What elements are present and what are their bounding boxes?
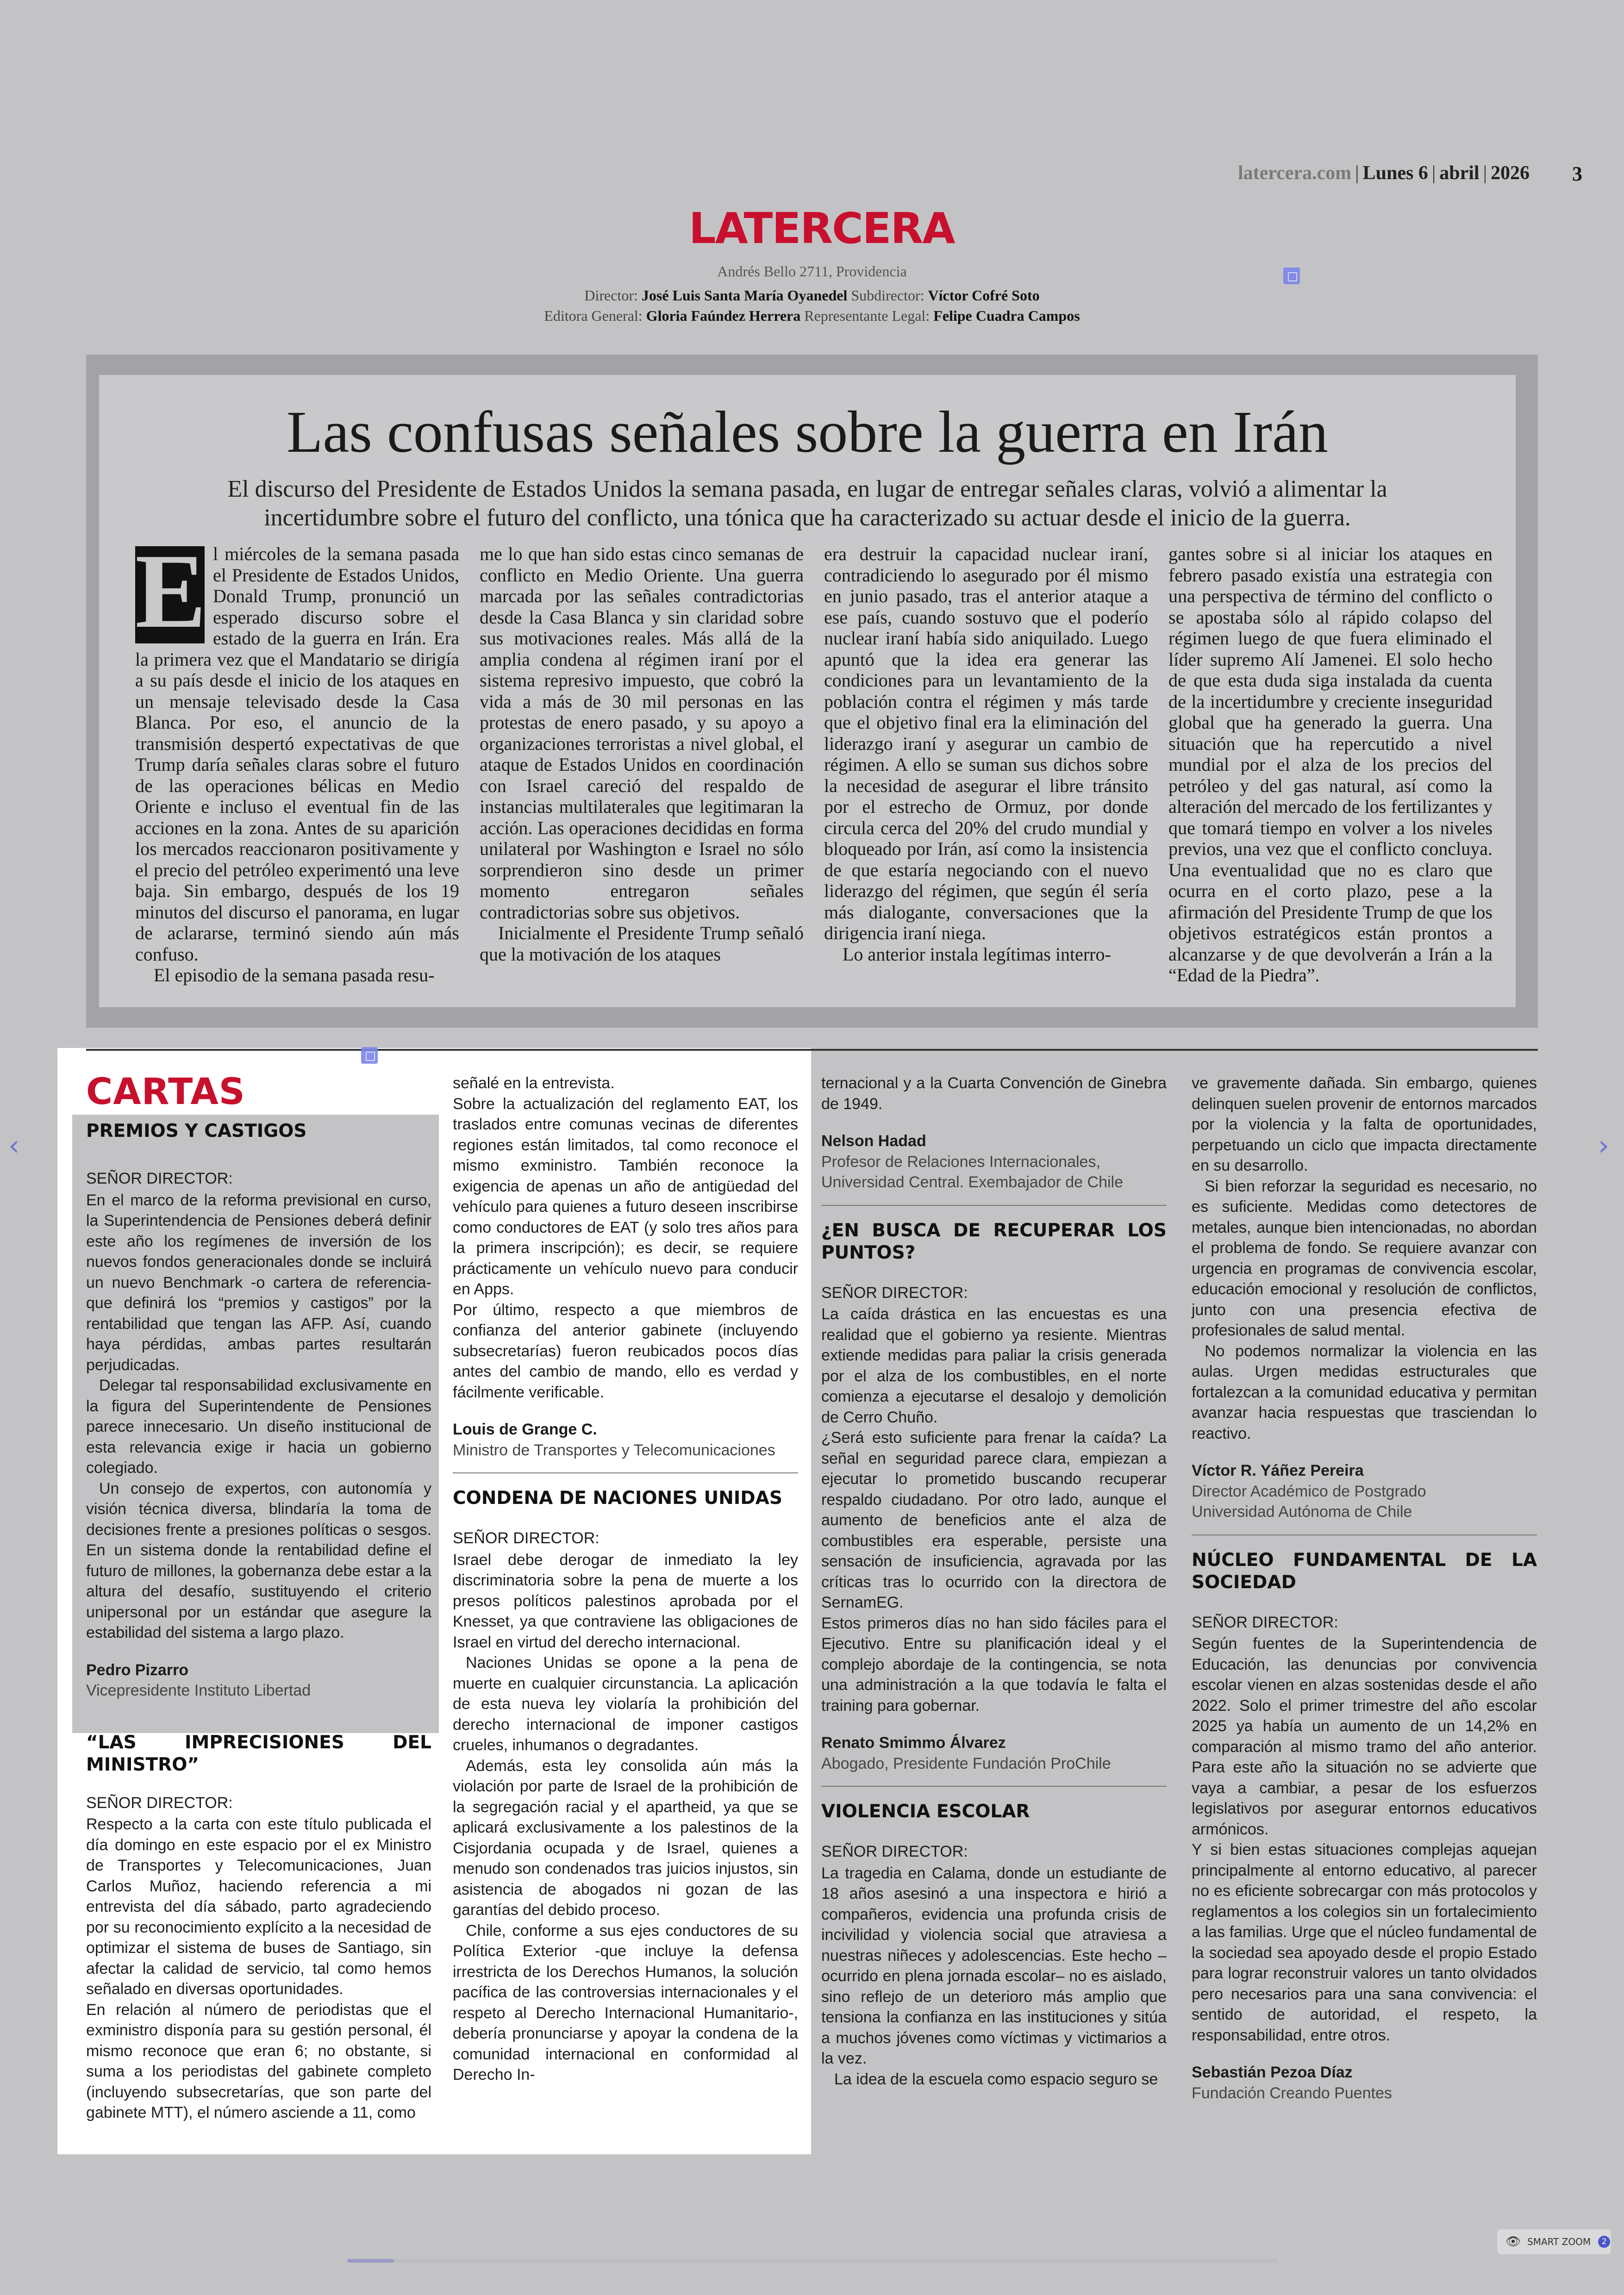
smart-zoom-label: SMART ZOOM	[1527, 2236, 1591, 2247]
letter-signature-role: Universidad Autónoma de Chile	[1192, 1503, 1412, 1521]
date-day: Lunes 6	[1362, 162, 1428, 184]
smart-zoom-button[interactable]	[1497, 2229, 1611, 2254]
page-number: 3	[1572, 162, 1582, 185]
staff-line-2	[0, 307, 1624, 324]
letter-paragraph: Israel debe derogar de inmediato la ley discriminatoria sobre la pena de muerte a los presos políticos palestinos aprobada por el Knesset, ya que contraviene las obligaciones de Israel en virtud del derecho internacional.	[453, 1551, 798, 1651]
letter-paragraph: La tragedia en Calama, donde un estudiante de 18 años asesinó a una inspectora e hirió a compañeros, evidencia una profunda crisis de incivilidad y violencia social que atraviesa a nuestras niñeces y adolescencias. Este hecho –ocurrido en plena jornada escolar– no es aislado, sino reflejo de un deterioro más amplio que tensiona la confianza en las instituciones y sitúa a muchos jóvenes como víctimas y victimarios a la vez.	[821, 1864, 1167, 2067]
address: Andrés Bello 2711, Providencia	[717, 263, 907, 280]
editorial-paragraph: me lo que han sido estas cinco semanas de conflicto en Medio Oriente. Una guerra marcada por las señales contradictorias desde la Casa Blanca y sin claridad sobre sus motivaciones reales. Más allá de la amplia condena al régimen iraní por el sistema represivo impuesto, que cobró la vida a más de 30 mil personas en las protestas de enero pasado, y su apoyo a organizaciones terroristas a nivel global, el ataque de Estados Unidos en coordinación con Israel careció del respaldo de instancias multilaterales que legitimaran la acción. Las operaciones decididas en forma unilateral por Washington e Israel no sólo sorprendieron sino desde un primer momento entregaron señales contradictorias sobre sus objetivos.	[480, 543, 804, 923]
letter-signature-role: Director Académico de Postgrado	[1192, 1482, 1426, 1500]
cartas-logo: CARTAS	[86, 1071, 245, 1113]
letter-signature: Renato Smimmo Álvarez	[821, 1734, 1006, 1752]
letter-paragraph: ¿Será esto suficiente para frenar la caída? La señal en seguridad parece clara, empiezan a ejecutar lo prometido buscando recuperar respaldo ciudadano. Por otro lado, aunque el aumento de beneficios ante el alza de combustibles era esperable, persiste una sensación de insuficiencia, agravada por las críticas tras lo ocurrido con la directora de SernamEG.	[821, 1429, 1167, 1611]
cartas-column-2	[453, 1073, 798, 2085]
letter-signature-role: Fundación Creando Puentes	[1192, 2084, 1392, 2102]
letter-salutation: SEÑOR DIRECTOR:	[821, 1843, 968, 1860]
letter-signature-role: Abogado, Presidente Fundación ProChile	[821, 1754, 1111, 1772]
letter-heading: “LAS IMPRECISIONES DEL MINISTRO”	[86, 1732, 431, 1775]
editorial-paragraph: gantes sobre si al iniciar los ataques en febrero pasado existía una estrategia con una perspectiva de término del conflicto o se apostaba sólo al rápido colapso del régimen luego de que fuera eliminado el líder supremo Alí Jamenei. El solo hecho de que esta duda siga instalada da cuenta de la incertidumbre y creciente inseguridad global que ha generado la guerra. Una situación que ha repercutido a nivel mundial por el alza de los precios del petróleo y del gas natural, así como la alteración del mercado de los fertilizantes y que tomará tiempo en volver a los niveles previos, una vez que el conflicto concluya. Una eventualidad que no es claro que ocurra en el corto plazo, pese a la afirmación del Presidente Trump de que los objetivos estratégicos están prontos a alcanzarse y de que devolverán a Irán a la “Edad de la Piedra”.	[1168, 543, 1493, 985]
letter-paragraph: En el marco de la reforma previsional en curso, la Superintendencia de Pensiones deberá definir este año los regímenes de inversión de los nuevos fondos generacionales donde se incluirá un nuevo Benchmark -o cartera de referencia- que definirá los “premios y castigos” por la rentabilidad que tengan las AFP. Así, cuando haya pérdidas, ambas partes resultarán perjudicadas.	[86, 1191, 431, 1374]
subdirector-name: Víctor Cofré Soto	[928, 287, 1040, 304]
date-month: abril	[1439, 162, 1480, 184]
date-year: 2026	[1491, 162, 1530, 184]
director-name: José Luis Santa María Oyanedel	[641, 287, 848, 304]
letter-paragraph: Respecto a la carta con este título publicada el día domingo en este espacio por el ex Ministro de Transportes y Telecomunicaciones, Juan Carlos Muñoz, haciendo referencia a mi entrevista del día sábado, parto agradeciendo por su reconocimiento explícito a la necesidad de optimizar el sistema de buses de Santiago, sin afectar la calidad de servicio, tal como hemos señalado en diversas oportunidades.	[86, 1815, 431, 1998]
letter-salutation: SEÑOR DIRECTOR:	[86, 1170, 233, 1187]
chevron-left-icon[interactable]: ‹	[8, 1129, 19, 1162]
letter-heading: VIOLENCIA ESCOLAR	[821, 1801, 1030, 1822]
letter-salutation: SEÑOR DIRECTOR:	[821, 1284, 968, 1302]
letter-heading: NÚCLEO FUNDAMENTAL DE LA SOCIEDAD	[1192, 1549, 1537, 1593]
editorial-column-3	[824, 543, 1148, 997]
letter-paragraph: En relación al número de periodistas que el exministro disponía para su gestión personal, él mismo reconoce que eran 6; no obstante, si suma a los periodistas del gabinete completo (incluyendo subsecretarías, que son parte del gabinete MTT), el número asciende a 11, como	[86, 2001, 431, 2121]
letter-signature: Víctor R. Yáñez Pereira	[1192, 1462, 1364, 1479]
section-rule	[86, 1049, 1538, 1051]
representante-label: Representante Legal:	[804, 307, 930, 324]
letter-paragraph: Chile, conforme a sus ejes conductores de su Política Exterior -que incluye la defensa irrestricta de los Derechos Humanos, la solución pacífica de las controversias internacionales y el respeto al Derecho Internacional Humanitario-, debería pronunciarse y apoyar la condena de la comunidad internacional en conformidad al Derecho In-	[453, 1921, 798, 2083]
letter-paragraph: Naciones Unidas se opone a la pena de muerte en cualquier circunstancia. La aplicación de esta nueva ley violaría la prohibición del derecho internacional de imponer castigos crueles, inhumanos o degradantes.	[453, 1654, 798, 1754]
director-label: Director:	[584, 287, 638, 304]
editorial-paragraph: era destruir la capacidad nuclear iraní, contradiciendo lo asegurado por él mismo en junio pasado, tras el anterior ataque a ese país, cuando sostuvo que el poderío nuclear iraní había sido aniquilado. Luego apuntó que la idea era generar las condiciones para un levantamiento de la población contra el régimen y más tarde que el objetivo final era la eliminación del liderazgo iraní y asegurar un cambio de régimen. A ello se suman sus dichos sobre la necesidad de asegurar el libre tránsito por el estrecho de Ormuz, por donde circula cerca del 20% del crudo mundial y bloqueado por Irán, así como la insistencia de que estaría negociando con el nuevo liderazgo del régimen, que según él sería más dialogante, conversaciones que la dirigencia iraní niega.	[824, 543, 1148, 943]
editorial-column-4	[1168, 543, 1493, 997]
representante-name: Felipe Cuadra Campos	[933, 307, 1080, 324]
letter-salutation: SEÑOR DIRECTOR:	[86, 1794, 233, 1812]
subdirector-label: Subdirector:	[851, 287, 924, 304]
site-name: latercera.com	[1237, 162, 1352, 184]
editorial-column-1	[135, 543, 459, 997]
editorial-paragraph: l miércoles de la semana pasada el Presidente de Estados Unidos, Donald Trump, pronunció un esperado discurso sobre el estado de la guerra en Irán. Era la primera vez que el Mandatario se dirigía a su país desde el inicio de los ataques en un mensaje televisado desde la Casa Blanca. Por eso, el anuncio de la transmisión despertó expectativas de que Trump daría señales claras sobre el futuro de las operaciones bélicas en Medio Oriente e incluso el eventual fin de las acciones en la zona. Antes de su aparición los mercados reaccionaron positivamente y el precio del petróleo experimentó una leve baja. Sin embargo, después de los 19 minutos del discurso el panorama, en lugar de aclararse, terminó siendo aún más confuso.	[135, 543, 459, 965]
letter-paragraph: ternacional y a la Cuarta Convención de Ginebra de 1949.	[821, 1074, 1167, 1113]
staff-line-1	[0, 287, 1624, 304]
letter-paragraph: Y si bien estas situaciones complejas aquejan principalmente al entorno educativo, al parecer no es eficiente sobrecargar con más protocolos y reglamentos a los colegios sin un fortalecimiento a las familias. Urge que el núcleo fundamental de la sociedad sea apoyado desde el propio Estado para lograr reconstruir valores un tanto olvidados pero necesarios para una sana convivencia: el sentido de autoridad, el respeto, la responsabilidad, entre otros.	[1192, 1841, 1537, 2044]
letter-paragraph: Por último, respecto a que miembros de confianza del anterior gabinete (incluyendo subsecretarías) fueron reubicados pocos días antes del cambio de mando, ello es verdad y fácilmente verificable.	[453, 1301, 798, 1401]
cartas-column-4	[1192, 1073, 1537, 2103]
letter-paragraph: Un consejo de expertos, con autonomía y visión técnica diversa, blindaría la toma de decisiones frente a presiones políticas o sesgos. En un sistema donde la rentabilidad define el futuro de millones, la gobernanza debe estar a la altura del desafío, sustituyendo el criterio unipersonal por un estándar que asegure la estabilidad del sistema a largo plazo.	[86, 1479, 431, 1641]
eye-icon: 👁	[1505, 2235, 1521, 2249]
letter-paragraph: Sobre la actualización del reglamento EAT, los traslados entre comunas vecinas de diferentes regiones están limitados, tal como reconoce el mismo exministro. También reconoce la exigencia de apenas un año de antigüedad del vehículo para quienes a futuro deseen inscribirse como conductores de EAT (y solo tres años para la primera inscripción); es decir, se requiere prácticamente un vehículo nuevo para conducir en Apps.	[453, 1095, 798, 1298]
letter-paragraph: ve gravemente dañada. Sin embargo, quienes delinquen suelen provenir de entornos marcados por la violencia y la falta de oportunidades, perpetuando un ciclo que impacta directamente en su desarrollo.	[1192, 1074, 1537, 1174]
letter-signature: Pedro Pizarro	[86, 1661, 189, 1679]
editorial-paragraph: El episodio de la semana pasada resu-	[154, 965, 435, 985]
drop-cap-letter: E	[135, 543, 206, 650]
letter-paragraph: No podemos normalizar la violencia en las aulas. Urgen medidas estructurales que fortalezcan a la comunidad educativa y permitan avanzar hacia respuestas que trasciendan lo reactivo.	[1192, 1342, 1537, 1442]
smart-zoom-count-badge: 2	[1598, 2236, 1610, 2248]
letter-signature: Louis de Grange C.	[453, 1421, 597, 1438]
letter-divider	[821, 1786, 1167, 1787]
newspaper-logo: LATERCERA	[689, 204, 955, 253]
letter-paragraph: La caída drástica en las encuestas es una realidad que el gobierno ya resiente. Mientras extiende medidas para paliar la crisis generada por el alza de los combustibles, en el norte comienza a ejecutarse el desalojo y demolición de Cerro Chuño.	[821, 1305, 1167, 1426]
letter-paragraph: La idea de la escuela como espacio seguro se	[834, 2070, 1158, 2088]
letter-divider	[453, 1472, 798, 1473]
letter-divider	[1192, 1534, 1537, 1535]
page-progress-bar[interactable]	[347, 2259, 1278, 2263]
annotation-marker-icon[interactable]	[1283, 268, 1300, 284]
letter-signature-role: Universidad Central. Exembajador de Chile	[821, 1173, 1123, 1191]
letter-heading: PREMIOS Y CASTIGOS	[86, 1121, 307, 1141]
letter-paragraph: Si bien reforzar la seguridad es necesario, no es suficiente. Medidas como detectores de metales, aunque bien intencionadas, no abordan el problema de fondo. Se requiere avanzar con urgencia en programas de convivencia escolar, educación emocional y resolución de conflictos, junto con una presencia efectiva de profesionales de salud mental.	[1192, 1177, 1537, 1339]
editorial-deck: El discurso del Presidente de Estados Unidos la semana pasada, en lugar de entregar señales claras, volvió a alimentar la incertidumbre sobre el futuro del conflicto, una tónica que ha caracterizado su actuar desde el inicio de la guerra.	[227, 476, 1387, 531]
editorial-paragraph: Lo anterior instala legítimas interro-	[843, 943, 1111, 965]
letter-divider	[821, 1205, 1167, 1206]
page-progress-fill	[347, 2259, 394, 2263]
letter-paragraph: Estos primeros días no han sido fáciles para el Ejecutivo. Entre su planificación ideal y el complejo abordaje de la contingencia, se nota una administración a la que todavía le falta el training para gobernar.	[821, 1614, 1167, 1715]
dateline: latercera.com | Lunes 6 | abril | 2026	[1237, 162, 1530, 184]
cartas-column-3	[821, 1073, 1167, 2089]
letter-paragraph: Delegar tal responsabilidad exclusivamente en la figura del Superintendente de Pensiones parece innecesario. Un diseño institucional de esta relevancia exige ir hacia un gobierno colegiado.	[86, 1377, 431, 1477]
editorial-column-2	[480, 543, 804, 997]
letter-paragraph: Además, esta ley consolida aún más la violación por parte de Israel de la prohibición de la segregación racial y el apartheid, ya que se aplicará exclusivamente a los palestinos de la Cisjordania ocupada y de Israel, quienes a menudo son condenados tras juicios injustos, sin asistencia de abogados ni gozan de las garantías del debido proceso.	[453, 1757, 798, 1919]
letter-heading: ¿EN BUSCA DE RECUPERAR LOS PUNTOS?	[821, 1220, 1167, 1263]
editora-label: Editora General:	[544, 307, 643, 324]
drop-cap	[135, 543, 206, 650]
letter-paragraph: Según fuentes de la Superintendencia de Educación, las denuncias por convivencia escolar vienen en alzas sostenidas desde el año 2022. Solo el primer trimestre del año escolar 2025 ya había un aumento de un 14,2% en comparación al mismo tramo del año anterior. Para este año la situación no se advierte que vaya a cambiar, a pesar de los esfuerzos legislativos por asegurar entornos educativos armónicos.	[1192, 1635, 1537, 1838]
letter-signature-role: Ministro de Transportes y Telecomunicaciones	[453, 1441, 775, 1459]
letter-signature-role: Profesor de Relaciones Internacionales,	[821, 1153, 1100, 1171]
letter-heading: CONDENA DE NACIONES UNIDAS	[453, 1488, 782, 1509]
letter-signature-role: Vicepresidente Instituto Libertad	[86, 1682, 311, 1699]
letter-signature: Nelson Hadad	[821, 1132, 926, 1150]
chevron-right-icon[interactable]: ›	[1598, 1129, 1609, 1162]
letter-salutation: SEÑOR DIRECTOR:	[1192, 1613, 1338, 1631]
annotation-marker-icon[interactable]	[361, 1047, 378, 1064]
editorial-title: Las confusas señales sobre la guerra en Irán	[287, 399, 1328, 465]
cartas-column-1	[86, 1120, 431, 2123]
letter-paragraph: señalé en la entrevista.	[453, 1074, 615, 1092]
letter-salutation: SEÑOR DIRECTOR:	[453, 1529, 600, 1547]
letter-signature: Sebastián Pezoa Díaz	[1192, 2064, 1353, 2081]
editorial-paragraph: Inicialmente el Presidente Trump señaló que la motivación de los ataques	[480, 923, 804, 965]
editora-name: Gloria Faúndez Herrera	[646, 307, 801, 324]
